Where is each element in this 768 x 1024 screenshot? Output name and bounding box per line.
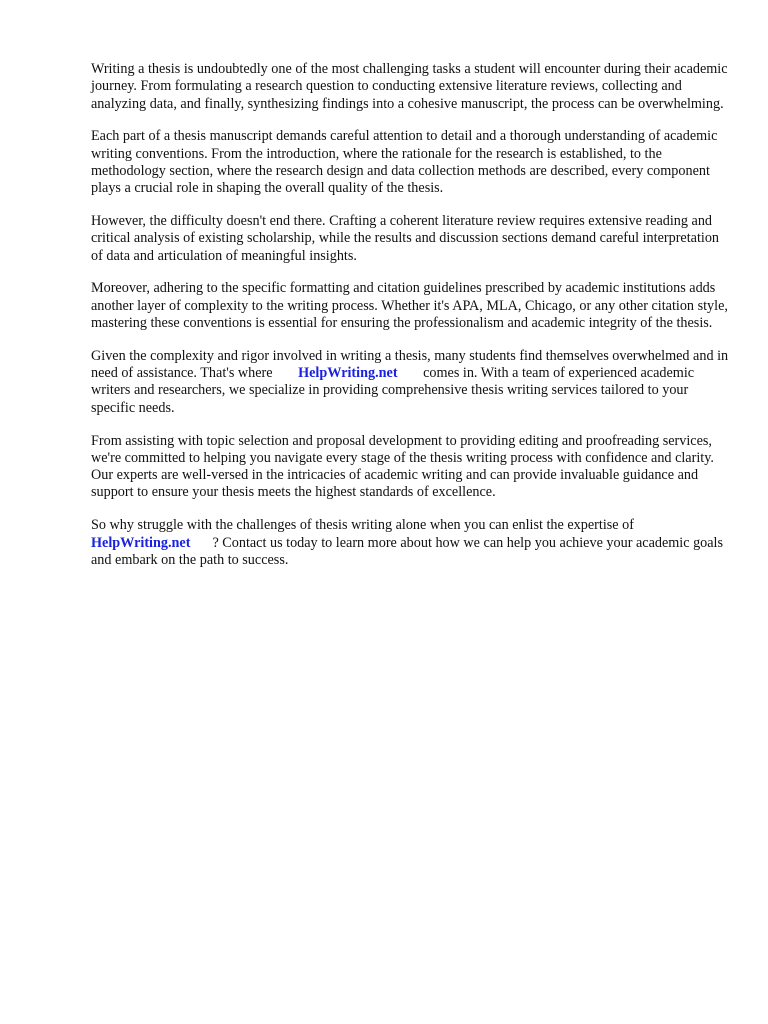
paragraph-assistance	[91, 348, 731, 417]
paragraph-formatting-text: Moreover, adhering to the specific formatting and citation guidelines prescribed by academic institutions adds another layer of complexity to the writing process. Whether it's APA, MLA, Chicago, or any other citation style, mastering these conventions is essential for ensuring the professionalism and academic integrity of the thesis.	[91, 280, 728, 332]
paragraph-manuscript-parts	[91, 128, 731, 197]
paragraph-difficulty-text: However, the difficulty doesn't end there. Crafting a coherent literature review requires extensive reading and critical analysis of existing scholarship, while the results and discussion sections demand careful interpretation of data and articulation of meaningful insights.	[91, 213, 720, 264]
helpwriting-link[interactable]: HelpWriting.net	[298, 365, 398, 382]
paragraph-closing	[91, 517, 731, 569]
paragraph-services-text: From assisting with topic selection and proposal development to providing editing and proofreading services, we're committed to helping you navigate every stage of the thesis writing process with confidence and clarity. Our experts are well-versed in the intricacies of academic writing and can provide invaluable guidance and support to ensure your thesis meets the highest standards of excellence.	[91, 432, 714, 501]
paragraph-closing-text-before: So why struggle with the challenges of thesis writing alone when you can enlist the expertise of	[91, 517, 634, 534]
paragraph-difficulty	[91, 213, 731, 265]
paragraph-services	[91, 433, 731, 502]
paragraph-intro-text: Writing a thesis is undoubtedly one of the most challenging tasks a student will encounter during their academic journey. From formulating a research question to conducting extensive literature reviews, collecting and analyzing data, and finally, synthesizing findings into a cohesive manuscript, the process can be overwhelming.	[91, 61, 728, 112]
paragraph-closing-text-after: ? Contact us today to learn more about how we can help you achieve your academic goals and embark on the path to success.	[91, 534, 724, 568]
paragraph-formatting	[91, 280, 731, 332]
document-body	[91, 61, 731, 585]
paragraph-manuscript-parts-text: Each part of a thesis manuscript demands careful attention to detail and a thorough understanding of academic writing conventions. From the introduction, where the rationale for the research is established, to the methodology section, where the research design and data collection methods are described, every component plays a crucial role in shaping the overall quality of the thesis.	[91, 128, 718, 197]
paragraph-assistance-text-before: Given the complexity and rigor involved in writing a thesis, many students find themselves overwhelmed and in need of assistance. That's where	[91, 347, 729, 382]
paragraph-assistance-text-after: comes in. With a team of experienced academic writers and researchers, we specialize in providing comprehensive thesis writing services tailored to your specific needs.	[91, 365, 695, 416]
paragraph-intro	[91, 61, 731, 113]
helpwriting-link-closing[interactable]: HelpWriting.net	[91, 534, 191, 551]
